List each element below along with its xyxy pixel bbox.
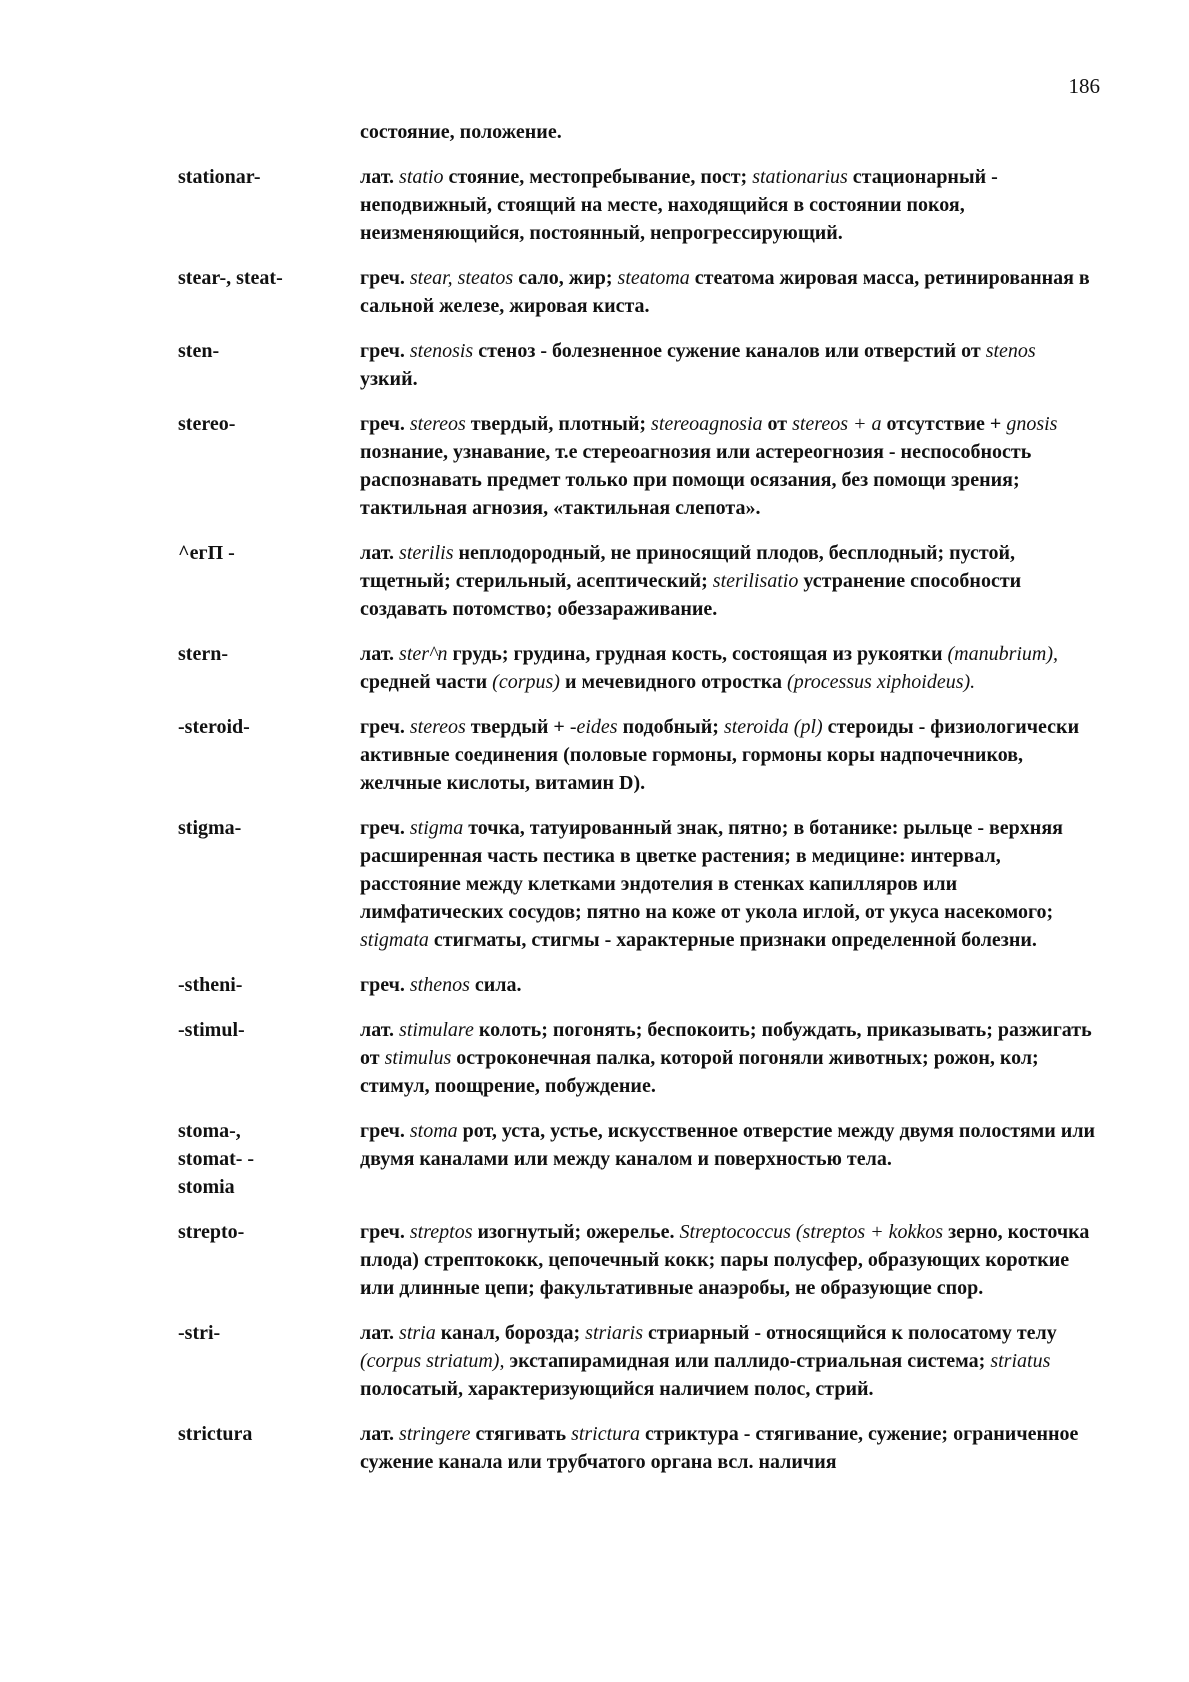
definition-text: стигматы, стигмы - характерные признаки определенной болезни. xyxy=(428,929,1037,951)
latin-term: Streptococcus (streptos + kokkos xyxy=(679,1221,944,1243)
definition-text: лат. xyxy=(360,166,400,188)
definition-text: сила. xyxy=(469,974,522,996)
entry-term xyxy=(178,1117,360,1201)
latin-term: stereoagnosia xyxy=(651,413,763,435)
definition-text: греч. xyxy=(360,716,410,738)
latin-term: stationarius xyxy=(752,166,848,188)
latin-term: stringere xyxy=(399,1423,471,1445)
definition-text: греч. xyxy=(360,1221,410,1243)
term-line: stationar- xyxy=(178,166,261,188)
dictionary-entry xyxy=(178,1319,1098,1403)
definition-text: полосатый, характеризующийся наличием полос, стрий. xyxy=(360,1378,874,1400)
latin-term: stereos + a xyxy=(792,413,882,435)
latin-term: stenos xyxy=(985,340,1036,362)
dictionary-entry xyxy=(178,539,1098,623)
latin-term: stimulare xyxy=(399,1019,474,1041)
dictionary-entry xyxy=(178,1420,1098,1476)
definition-text: сало, жир; xyxy=(513,267,618,289)
definition-text: греч. xyxy=(360,340,410,362)
entry-definition xyxy=(360,1117,1098,1173)
entry-term xyxy=(178,971,360,999)
entry-term xyxy=(178,163,360,191)
definition-text: лат. xyxy=(360,1019,400,1041)
page-number: 186 xyxy=(1068,74,1100,98)
term-line: stern- xyxy=(178,643,228,665)
latin-term: streptos xyxy=(409,1221,473,1243)
definition-text: лат. xyxy=(360,1423,400,1445)
definition-text: познание, узнавание, т.е стереоагнозия или астереогнозия - неспособность распознавать предмет только при помощи осязания, без помощи зрения; тактильная агнозия, «тактильная слепота». xyxy=(360,441,1032,519)
term-line: strictura xyxy=(178,1423,253,1445)
latin-term: (corpus) xyxy=(492,671,560,693)
term-line: stear-, steat- xyxy=(178,267,283,289)
latin-term: strictura xyxy=(571,1423,640,1445)
definition-text: и мечевидного отростка xyxy=(559,671,788,693)
definition-text: стеатома жировая масса, ретинированная в сальной железе, жировая киста. xyxy=(360,267,1090,317)
dictionary-entry xyxy=(178,1016,1098,1100)
definition-text: состояние, положение. xyxy=(360,121,562,143)
latin-term: steroida (pl) xyxy=(723,716,823,738)
entry-term xyxy=(178,1016,360,1044)
term-line: -stheni- xyxy=(178,974,243,996)
definition-text: твердый + xyxy=(465,716,570,738)
definition-text: рот, уста, устье, искусственное отверстие между двумя полостями или двумя каналами или между каналом и поверхностью тела. xyxy=(360,1120,1096,1170)
definition-text: узкий. xyxy=(360,368,418,390)
latin-term: (manubrium), xyxy=(947,643,1059,665)
dictionary-entry xyxy=(178,264,1098,320)
dictionary-entry xyxy=(178,814,1098,954)
entry-definition xyxy=(360,1319,1098,1403)
definition-text: стероиды - физиологически активные соединения (половые гормоны, гормоны коры надпочечников, желчные кислоты, витамин D). xyxy=(360,716,1080,794)
definition-text: стационарный - неподвижный, стоящий на месте, находящийся в состоянии покоя, неизменяющийся, постоянный, непрогрессирующий. xyxy=(360,166,998,244)
definition-text: подобный; xyxy=(617,716,724,738)
dictionary-entry xyxy=(178,971,1098,999)
definition-text: греч. xyxy=(360,817,410,839)
definition-text: греч. xyxy=(360,1120,410,1142)
definition-text: средней части xyxy=(360,671,493,693)
definition-text: неплодородный, не приносящий плодов, бесплодный; пустой, тщетный; стерильный, асептический; xyxy=(360,542,1016,592)
entry-definition xyxy=(360,163,1098,247)
entry-definition xyxy=(360,971,1098,999)
entry-definition xyxy=(360,264,1098,320)
dictionary-entry xyxy=(178,163,1098,247)
definition-text: греч. xyxy=(360,974,410,996)
dictionary-entry xyxy=(178,337,1098,393)
definition-text: грудь; грудина, грудная кость, состоящая из рукоятки xyxy=(447,643,948,665)
definition-text: лат. xyxy=(360,643,400,665)
entry-term xyxy=(178,814,360,842)
latin-term: striaris xyxy=(585,1322,643,1344)
definition-text: стриарный - относящийся к полосатому телу xyxy=(642,1322,1057,1344)
entry-definition xyxy=(360,410,1098,522)
dictionary-entry xyxy=(178,713,1098,797)
entry-list xyxy=(178,163,1098,1476)
latin-term: statio xyxy=(399,166,444,188)
latin-term: sterilis xyxy=(399,542,454,564)
latin-term: stimulus xyxy=(384,1047,452,1069)
latin-term: ster^n xyxy=(399,643,448,665)
definition-text: отсутствие + xyxy=(881,413,1007,435)
definition-text: точка, татуированный знак, пятно; в ботанике: рыльце - верхняя расширенная часть пестика в цветке растения; в медицине: интервал, расстояние между клетками эндотелия в стенках капилляров или лимфатических сосудов; пятно на коже от укола иглой, от укуса насекомого; xyxy=(360,817,1063,923)
latin-term: stenosis xyxy=(409,340,474,362)
latin-term: stear, steatos xyxy=(409,267,514,289)
entry-definition xyxy=(360,1218,1098,1302)
latin-term: stigmata xyxy=(360,929,429,951)
entry-definition xyxy=(360,337,1098,393)
dictionary-entry xyxy=(178,410,1098,522)
definition-text: стягивать xyxy=(470,1423,572,1445)
entry-definition xyxy=(360,539,1098,623)
term-line: -steroid- xyxy=(178,716,250,738)
term-line: stoma-, xyxy=(178,1120,241,1142)
definition-text: твердый, плотный; xyxy=(465,413,652,435)
continuation-text xyxy=(360,118,1098,146)
entry-definition xyxy=(360,640,1098,696)
definition-text: стриктура - стягивание, сужение; ограниченное сужение канала или трубчатого органа всл. наличия xyxy=(360,1423,1079,1473)
latin-term: stereos xyxy=(409,413,466,435)
entry-term xyxy=(178,640,360,668)
term-line: stomat- - xyxy=(178,1148,255,1170)
definition-text: стеноз - болезненное сужение каналов или отверстий от xyxy=(473,340,986,362)
definition-text: греч. xyxy=(360,267,410,289)
definition-text: греч. xyxy=(360,413,410,435)
definition-text: остроконечная палка, которой погоняли животных; рожон, кол; стимул, поощрение, побуждение. xyxy=(360,1047,1039,1097)
term-line: strepto- xyxy=(178,1221,245,1243)
term-line: -stri- xyxy=(178,1322,221,1344)
latin-term: sterilisatio xyxy=(712,570,799,592)
entry-term xyxy=(178,410,360,438)
definition-text: устранение способности создавать потомство; обеззараживание. xyxy=(360,570,1022,620)
dictionary-entry xyxy=(178,640,1098,696)
latin-term: gnosis xyxy=(1006,413,1058,435)
entry-definition xyxy=(360,713,1098,797)
definition-text: канал, борозда; xyxy=(435,1322,586,1344)
latin-term: sthenos xyxy=(409,974,470,996)
latin-term: steatoma xyxy=(617,267,690,289)
definition-text: изогнутый; ожерелье. xyxy=(472,1221,680,1243)
definition-text: от xyxy=(762,413,793,435)
entry-definition xyxy=(360,814,1098,954)
latin-term: striatus xyxy=(990,1350,1051,1372)
definition-text: экстапирамидная или паллидо-стриальная система; xyxy=(504,1350,991,1372)
entry-term xyxy=(178,713,360,741)
definition-text: лат. xyxy=(360,542,400,564)
definition-text: лат. xyxy=(360,1322,400,1344)
latin-term: (corpus striatum), xyxy=(360,1350,505,1372)
dictionary-entry xyxy=(178,1117,1098,1201)
dictionary-entry xyxy=(178,1218,1098,1302)
term-line: stereo- xyxy=(178,413,236,435)
latin-term: (processus xiphoideus). xyxy=(787,671,976,693)
definition-text: зерно, косточка плода) стрептококк, цепочечный кокк; пары полусфер, образующих короткие или длинные цепи; факультативные анаэробы, не образующие спор. xyxy=(360,1221,1090,1299)
entry-definition xyxy=(360,1016,1098,1100)
latin-term: stria xyxy=(399,1322,436,1344)
dictionary-body xyxy=(178,118,1098,1493)
entry-term xyxy=(178,539,360,567)
term-line: stomia xyxy=(178,1176,235,1198)
latin-term: stereos xyxy=(409,716,466,738)
entry-term xyxy=(178,337,360,365)
latin-term: stigma xyxy=(409,817,464,839)
entry-term xyxy=(178,264,360,292)
term-line: stigma- xyxy=(178,817,242,839)
entry-term xyxy=(178,1218,360,1246)
entry-term xyxy=(178,1319,360,1347)
latin-term: stoma xyxy=(409,1120,458,1142)
term-line: sten- xyxy=(178,340,220,362)
entry-term xyxy=(178,1420,360,1448)
term-line: -stimul- xyxy=(178,1019,245,1041)
entry-definition xyxy=(360,1420,1098,1476)
definition-text: стояние, местопребывание, пост; xyxy=(443,166,753,188)
definition-text: колоть; погонять; беспокоить; побуждать, приказывать; разжигать от xyxy=(360,1019,1092,1069)
latin-term: -eides xyxy=(569,716,618,738)
term-line: ^егП - xyxy=(178,542,235,564)
